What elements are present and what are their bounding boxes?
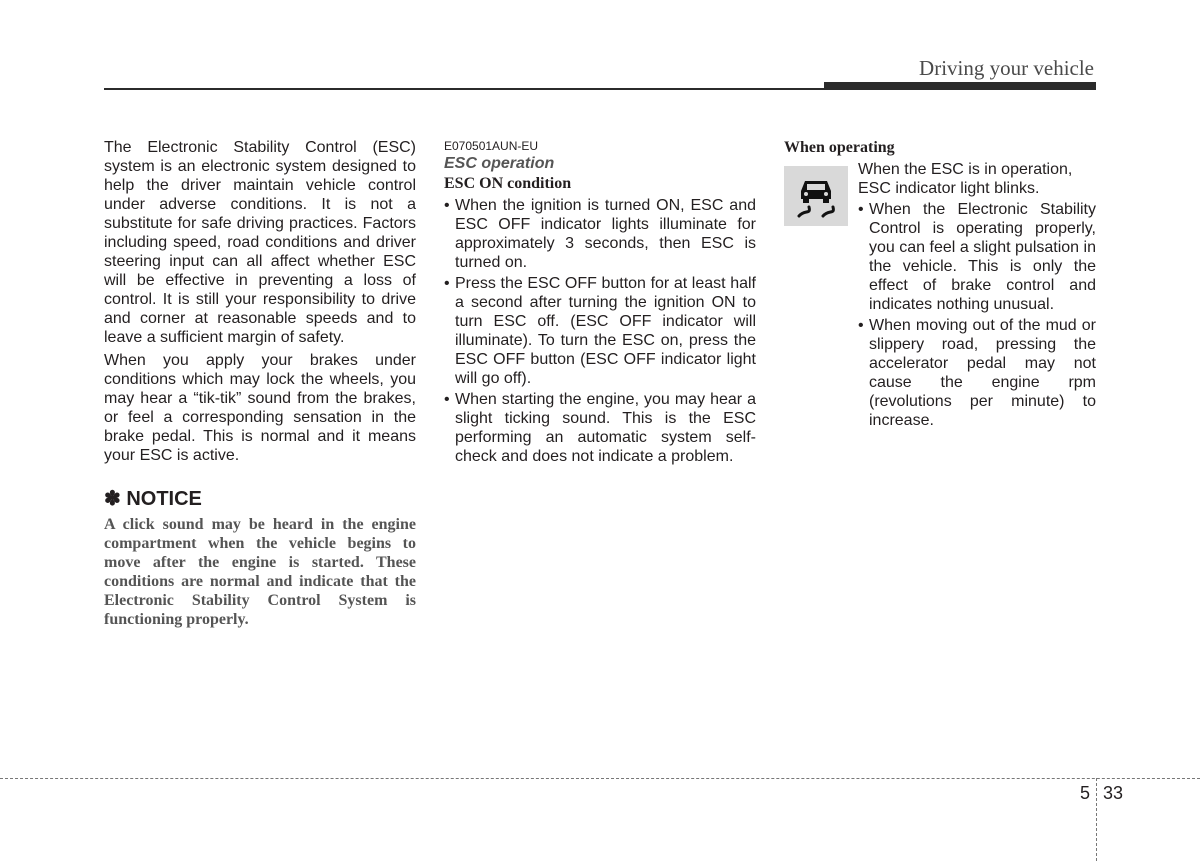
esc-intro-paragraph: The Electronic Stability Control (ESC) system is an electronic system designed to help the driver maintain vehicle control under adverse conditions. It is not a substitute for safe driving practices. Factors including speed, road conditions and driver steering input can all affect whether ESC will be effective in preventing a loss of control. It is still your responsibility to drive and corner at reasonable speeds and to leave a sufficient margin of safety. (104, 139, 416, 346)
chapter-number: 5 (1080, 783, 1091, 803)
esc-indicator-icon (784, 166, 848, 226)
when-operating-heading: When operating (784, 139, 895, 156)
column-middle (444, 138, 756, 468)
list-item: • When starting the engine, you may hear a slight ticking sound. This is the ESC performing an automatic system self-check and does not indicate a problem. (444, 390, 756, 466)
operating-block (784, 160, 1096, 432)
section-subhead: ESC operation (444, 155, 555, 172)
header-rule-accent (824, 82, 1096, 89)
section-code: E070501AUN-EU (444, 139, 539, 153)
list-item: • When moving out of the mud or slippery road, pressing the accelerator pedal may not cause the engine rpm (revolutions per minute) to increase. (858, 316, 1096, 430)
list-item: • When the Electronic Stability Control is operating properly, you can feel a slight pulsation in the vehicle. This is only the effect of brake control and indicates nothing unusual. (858, 200, 1096, 314)
operating-intro: When the ESC is in operation, ESC indicator light blinks. (858, 161, 1073, 197)
notice-title: ✽ NOTICE (104, 488, 202, 510)
list-item: • Press the ESC OFF button for at least half a second after turning the ignition ON to turn ESC off. (ESC OFF indicator will illuminate). To turn the ESC on, press the ESC OFF button (ESC OFF indicator light will go off). (444, 274, 756, 388)
footer-divider (1096, 778, 1097, 861)
operating-text (858, 160, 1096, 432)
esc-skidding-car-icon (791, 171, 841, 221)
page-header-title: Driving your vehicle (919, 56, 1094, 80)
footer-rule (0, 778, 1200, 779)
page-number: 33 (1103, 783, 1124, 803)
esc-on-bullets (444, 196, 756, 466)
column-left (104, 138, 416, 629)
column-right (784, 138, 1096, 432)
list-item: • When the ignition is turned ON, ESC and ESC OFF indicator lights illuminate for approximately 3 seconds, then ESC is turned on. (444, 196, 756, 272)
notice-body: A click sound may be heard in the engine compartment when the vehicle begins to move after the engine is started. These conditions are normal and indicate that the Electronic Stability Control System is functioning properly. (104, 516, 416, 628)
esc-brake-paragraph: When you apply your brakes under conditions which may lock the wheels, you may hear a “tik-tik” sound from the brakes, or feel a corresponding sensation in the brake pedal. This is normal and it means your ESC is active. (104, 352, 416, 464)
condition-heading: ESC ON condition (444, 175, 572, 192)
operating-bullets (858, 200, 1096, 430)
